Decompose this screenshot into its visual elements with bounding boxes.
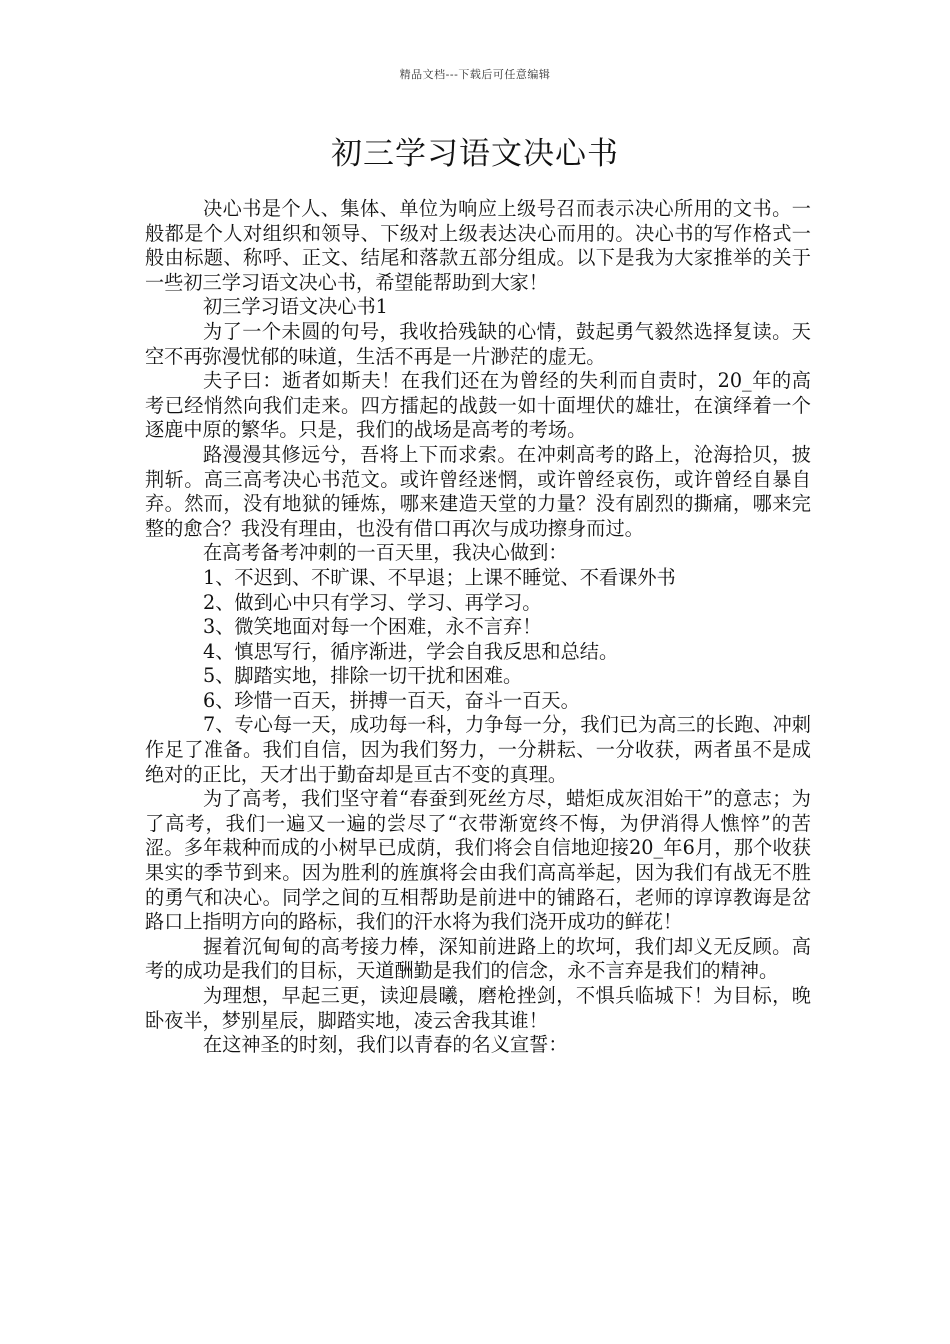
header-note: 精品文档---下载后可任意编辑 — [399, 68, 551, 81]
body-paragraph: 路漫漫其修远兮，吾将上下而求索。在冲刺高考的路上，沧海拾贝，披荆斩。高三高考决心书范文。或许曾经迷惘，或许曾经哀伤，或许曾经自暴自弃。然而，没有地狱的锤炼，哪来建造天堂的力量？没有剧烈的撕痛，哪来完整的愈合？我没有理由，也没有借口再次与成功擦身而过。 — [145, 442, 811, 540]
list-item: 6、珍惜一百天，拼搏一百天，奋斗一百天。 — [203, 688, 580, 712]
body-paragraph: 握着沉甸甸的高考接力棒，深知前进路上的坎坷，我们却义无反顾。高考的成功是我们的目标，天道酬勤是我们的信念，永不言弃是我们的精神。 — [145, 934, 811, 983]
list-item: 4、慎思写行，循序渐进，学会自我反思和总结。 — [203, 639, 619, 663]
body-paragraph: 夫子曰：逝者如斯夫！在我们还在为曾经的失利而自责时，20_年的高考已经悄然向我们走来。四方擂起的战鼓一如十面埋伏的雄壮，在演绎着一个逐鹿中原的繁华。只是，我们的战场是高考的考场。 — [145, 369, 811, 442]
body-paragraph: 在高考备考冲刺的一百天里，我决心做到： — [203, 541, 568, 565]
intro-paragraph: 决心书是个人、集体、单位为响应上级号召而表示决心所用的文书。一般都是个人对组织和领导、下级对上级表达决心而用的。决心书的写作格式一般由标题、称呼、正文、结尾和落款五部分组成。以下是我为大家推举的关于一些初三学习语文决心书，希望能帮助到大家！ — [145, 197, 811, 294]
list-item: 2、做到心中只有学习、学习、再学习。 — [203, 590, 542, 614]
body-paragraph: 为了高考，我们坚守着“春蚕到死丝方尽，蜡炬成灰泪始干”的意志；为了高考，我们一遍又一遍的尝尽了“衣带渐宽终不悔，为伊消得人憔悴”的苦涩。多年栽种而成的小树早已成荫，我们将会自信地迎接20_年6月，那个收获果实的季节到来。因为胜利的旌旗将会由我们高高举起，因为我们有战无不胜的勇气和决心。同学之间的互相帮助是前进中的铺路石，老师的谆谆教诲是岔路口上指明方向的路标，我们的汗水将为我们浇开成功的鲜花！ — [145, 787, 811, 934]
section-heading: 初三学习语文决心书1 — [203, 295, 388, 319]
list-item: 1、不迟到、不旷课、不早退；上课不睡觉、不看课外书 — [203, 565, 676, 589]
body-paragraph: 为了一个未圆的句号，我收拾残缺的心情，鼓起勇气毅然选择复读。天空不再弥漫忧郁的味道，生活不再是一片渺茫的虚无。 — [145, 319, 811, 368]
list-item: 7、专心每一天，成功每一科，力争每一分，我们已为高三的长跑、冲刺作足了准备。我们自信，因为我们努力，一分耕耘、一分收获，两者虽不是成绝对的正比，天才出于勤奋却是亘古不变的真理。 — [145, 713, 811, 786]
document-title: 初三学习语文决心书 — [331, 136, 619, 172]
list-item: 3、微笑地面对每一个困难，永不言弃！ — [203, 615, 542, 639]
body-paragraph: 为理想，早起三更，读迎晨曦，磨枪挫剑，不惧兵临城下！为目标，晚卧夜半，梦别星辰，脚踏实地，凌云舍我其谁！ — [145, 984, 811, 1032]
body-paragraph: 在这神圣的时刻，我们以青春的名义宣誓： — [203, 1033, 568, 1057]
document-body — [145, 197, 811, 1058]
list-item: 5、脚踏实地，排除一切干扰和困难。 — [203, 664, 523, 688]
